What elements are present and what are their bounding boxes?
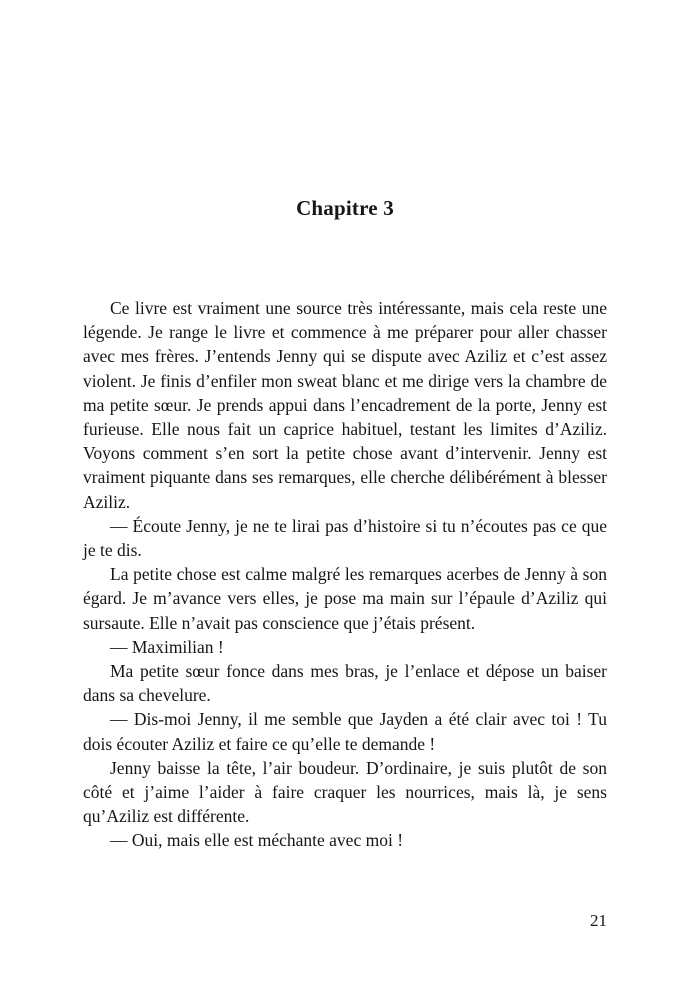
paragraph-dialogue: — Écoute Jenny, je ne te lirai pas d’histoire si tu n’écoutes pas ce que je te dis. [83, 515, 607, 561]
paragraph-narration: Jenny baisse la tête, l’air boudeur. D’ordinaire, je suis plutôt de son côté et j’aime l’aider à faire craquer les nourrices, mais là, je sens qu’Aziliz est différente. [83, 757, 607, 827]
chapter-title: Chapitre 3 [296, 196, 394, 220]
body-text [83, 296, 607, 853]
paragraph-dialogue: — Dis-moi Jenny, il me semble que Jayden a été clair avec toi ! Tu dois écouter Aziliz et faire ce qu’elle te demande ! [83, 709, 607, 754]
paragraph-dialogue: — Maximilian ! [110, 636, 224, 657]
paragraph-dialogue: — Oui, mais elle est méchante avec moi ! [110, 830, 404, 851]
paragraph-narration: Ce livre est vraiment une source très intéressante, mais cela reste une légende. Je range le livre et commence à me préparer pour aller chasser avec mes frères. J’entends Jenny qui se dispute avec Aziliz et c’est assez violent. Je finis d’enfiler mon sweat blanc et me dirige vers la chambre de ma petite sœur. Je prends appui dans l’encadrement de la porte, Jenny est furieuse. Elle nous fait un caprice habituel, testant les limites d’Aziliz. Voyons comment s’en sort la petite chose avant d’intervenir. Jenny est vraiment piquante dans ses remarques, elle cherche délibérément à blesser Aziliz. [83, 298, 607, 512]
page-number: 21 [590, 911, 607, 930]
paragraph-narration: La petite chose est calme malgré les remarques acerbes de Jenny à son égard. Je m’avance vers elles, je pose ma main sur l’épaule d’Aziliz qui sursaute. Elle n’avait pas conscience que j’étais présent. [83, 564, 607, 633]
paragraph-narration: Ma petite sœur fonce dans mes bras, je l’enlace et dépose un baiser dans sa chevelure. [83, 661, 607, 706]
